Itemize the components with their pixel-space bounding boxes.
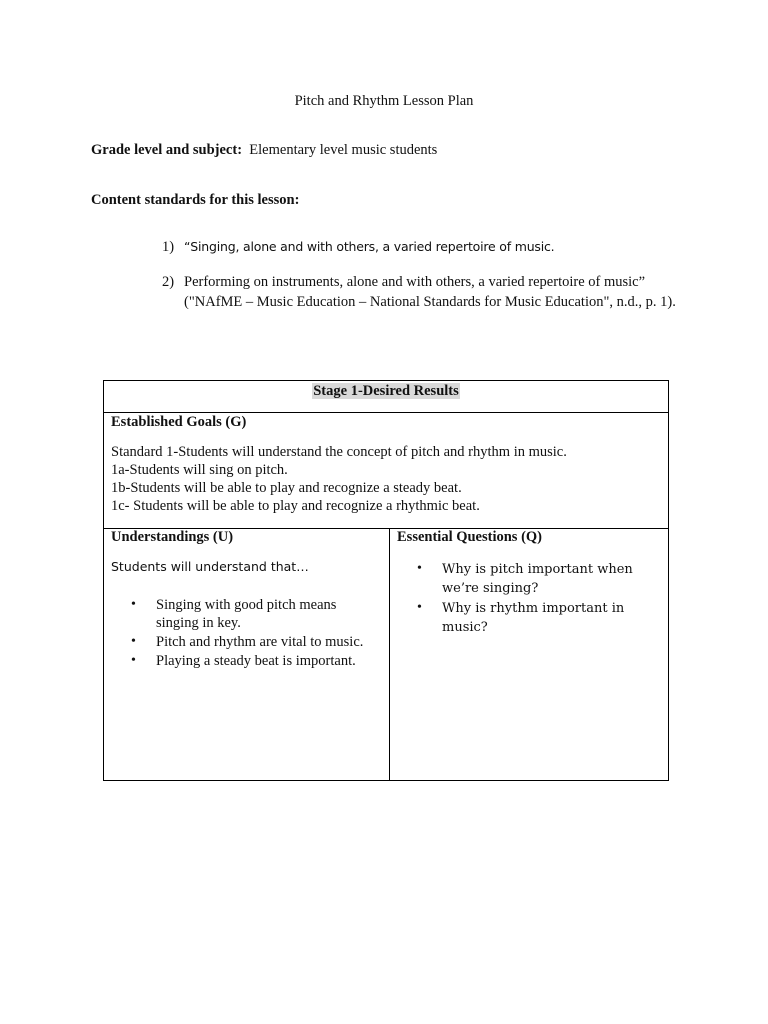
stage-heading-row — [104, 381, 668, 413]
list-item: • Why is rhythm important in music? — [417, 600, 625, 635]
essential-questions-title: Essential Questions (Q) — [397, 529, 543, 545]
bullet-icon: • — [417, 600, 422, 615]
goal-line: 1b-Students will be able to play and recognize a steady beat. — [111, 480, 462, 496]
essential-questions-cell — [390, 529, 668, 781]
goal-line: 1c- Students will be able to play and recognize a rhythmic beat. — [111, 498, 480, 514]
goal-line: 1a-Students will sing on pitch. — [111, 462, 288, 478]
page-title: Pitch and Rhythm Lesson Plan — [294, 93, 474, 109]
content-standards-label: Content standards for this lesson: — [91, 192, 300, 208]
standard-text: “Singing, alone and with others, a varied repertoire of music. — [184, 239, 555, 254]
bullet-icon: • — [131, 653, 136, 668]
grade-level-value: Elementary level music students — [249, 142, 438, 158]
list-item: • Playing a steady beat is important. — [131, 653, 356, 669]
understandings-cell — [104, 529, 390, 781]
standard-text: Performing on instruments, alone and with others, a varied repertoire of music” ("NAfME – Music Education – National Standards for Music Education", n.d., p. 1). — [184, 274, 676, 310]
grade-level-line — [91, 142, 437, 159]
stage-heading: Stage 1-Desired Results — [313, 383, 459, 399]
understandings-intro: Students will understand that… — [111, 559, 309, 574]
understandings-title: Understandings (U) — [111, 529, 234, 545]
list-item: • Why is pitch important when we’re singing? — [417, 561, 633, 596]
bullet-icon: • — [131, 597, 136, 612]
standard-item — [162, 237, 682, 257]
grade-level-label: Grade level and subject: — [91, 142, 243, 158]
list-item: • Singing with good pitch means singing in key. — [131, 597, 337, 631]
understandings-questions-row — [104, 529, 668, 781]
list-item: • Pitch and rhythm are vital to music. — [131, 634, 364, 650]
understandings-list — [126, 596, 376, 671]
desired-results-table — [103, 380, 669, 781]
standard-number: 1) — [162, 239, 175, 255]
goal-line: Standard 1-Students will understand the concept of pitch and rhythm in music. — [111, 444, 567, 460]
standard-item — [162, 272, 682, 312]
essential-questions-list — [412, 560, 662, 638]
established-goals-cell — [104, 413, 668, 529]
bullet-icon: • — [131, 634, 136, 649]
bullet-icon: • — [417, 561, 422, 576]
goals-list — [111, 443, 567, 515]
established-goals-title: Established Goals (G) — [111, 414, 247, 430]
standard-number: 2) — [162, 274, 175, 290]
